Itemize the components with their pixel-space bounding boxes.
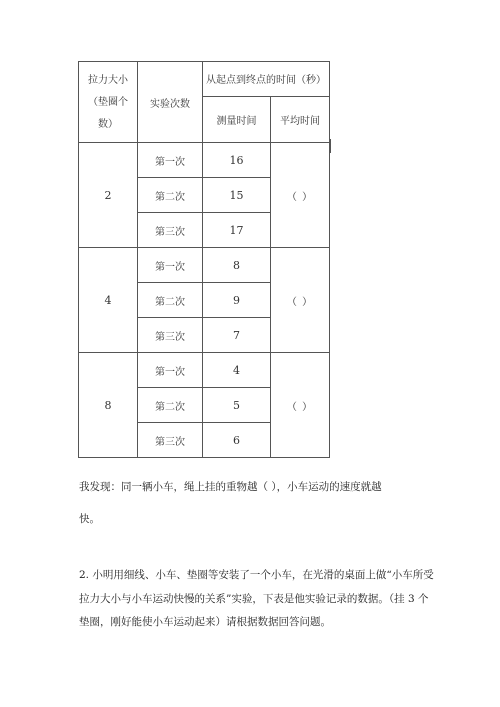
- question-line-1: 2. 小明用细线、小车、垫圈等安装了一个小车，在光滑的桌面上做“小车所受: [79, 569, 434, 581]
- time-group-header-cell: 从起点到终点的时间（秒）: [203, 62, 330, 97]
- table-row: [79, 143, 330, 178]
- measured-value-cell: 15: [203, 178, 271, 213]
- table-header-row-1: [79, 62, 330, 97]
- measured-value-cell: 9: [203, 283, 271, 318]
- force-value-cell: 2: [79, 143, 138, 248]
- measured-value-cell: 17: [203, 213, 271, 248]
- measured-value-cell: 7: [203, 318, 271, 353]
- measured-value-cell: 16: [203, 143, 271, 178]
- measured-value-cell: 6: [203, 423, 271, 458]
- trial-cell: 第二次: [138, 388, 203, 423]
- measured-value-cell: 4: [203, 353, 271, 388]
- force-value-cell: 4: [79, 248, 138, 353]
- measured-value-cell: 8: [203, 248, 271, 283]
- table-row: [79, 248, 330, 283]
- trial-cell: 第三次: [138, 213, 203, 248]
- conclusion-line-1: 我发现：同一辆小车，绳上挂的重物越（ ），小车运动的速度就越: [79, 481, 382, 493]
- trial-cell: 第一次: [138, 248, 203, 283]
- table-edge-mark: [330, 139, 331, 153]
- question-line-3: 垫圈，刚好能使小车运动起来）请根据数据回答问题。: [79, 616, 331, 628]
- question-line-2: 拉力大小与小车运动快慢的关系”实验，下表是他实验记录的数据。（挂 3 个: [79, 592, 429, 605]
- average-time-header-cell: 平均时间: [271, 96, 330, 142]
- measured-time-header-cell: 测量时间: [203, 96, 271, 142]
- table-row: [79, 353, 330, 388]
- trial-header-cell: 实验次数: [138, 62, 203, 143]
- conclusion-paragraph: [79, 479, 439, 525]
- trial-cell: 第二次: [138, 283, 203, 318]
- trial-cell: 第一次: [138, 353, 203, 388]
- question-2-paragraph: [79, 564, 434, 635]
- measured-value-cell: 5: [203, 388, 271, 423]
- trial-cell: 第一次: [138, 143, 203, 178]
- experiment-table-container: [78, 61, 330, 458]
- force-header-line-3: 数）: [98, 119, 118, 130]
- force-value-cell: 8: [79, 353, 138, 458]
- conclusion-line-2: 快。: [79, 513, 100, 525]
- force-header-line-1: 拉力大小: [88, 75, 128, 86]
- force-header-cell: [79, 62, 138, 143]
- trial-cell: 第三次: [138, 423, 203, 458]
- trial-cell: 第三次: [138, 318, 203, 353]
- trial-cell: 第二次: [138, 178, 203, 213]
- average-answer-blank: （ ）: [271, 248, 330, 353]
- force-header-line-2: （垫圈个: [88, 97, 128, 108]
- average-answer-blank: （ ）: [271, 353, 330, 458]
- experiment-table: [78, 61, 330, 458]
- average-answer-blank: （ ）: [271, 143, 330, 248]
